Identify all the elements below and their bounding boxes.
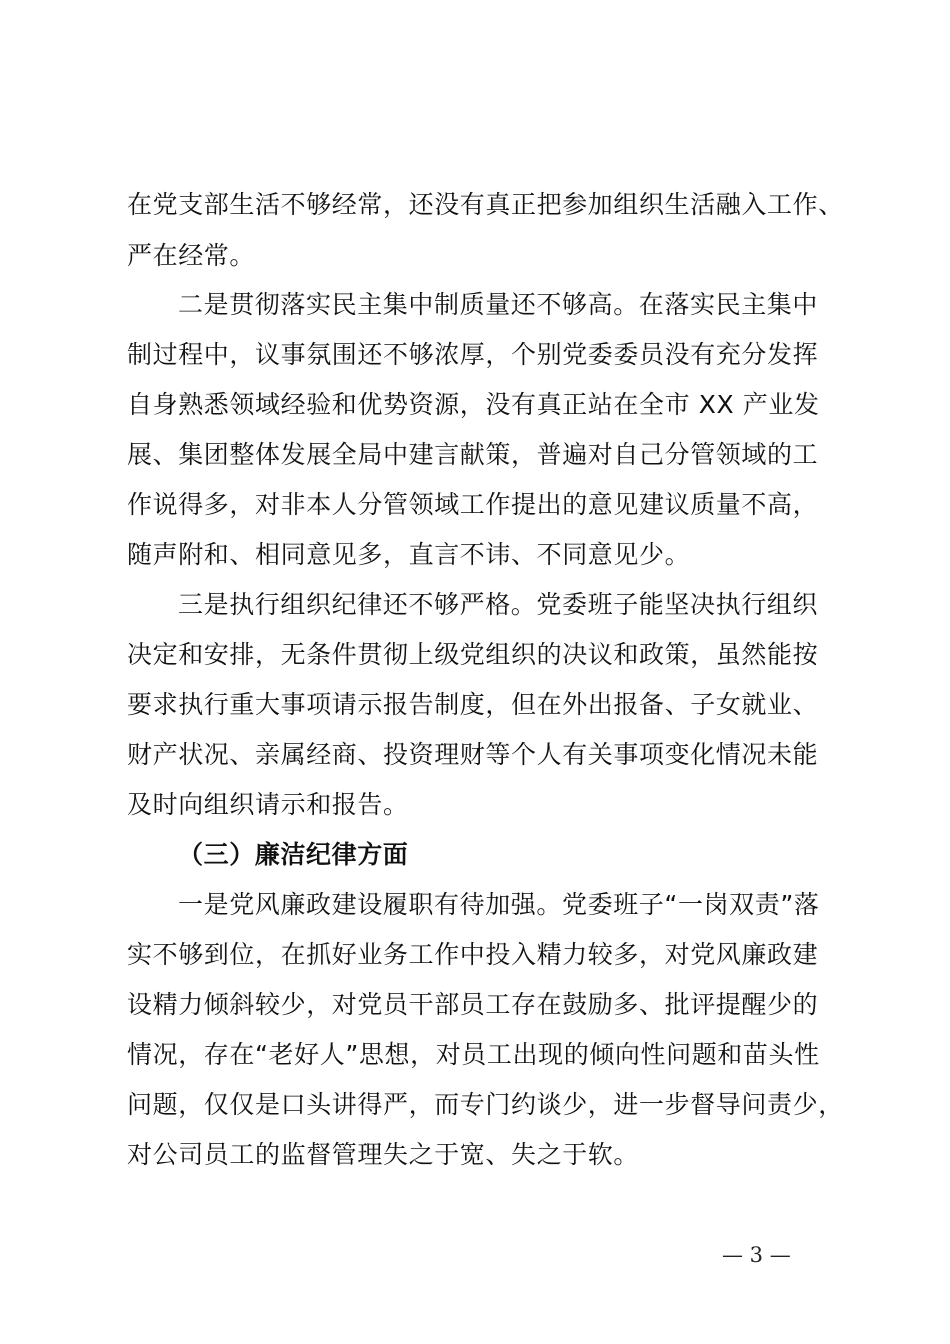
paragraph-line: 二是贯彻落实民主集中制质量还不够高。在落实民主集中 [178,290,819,319]
paragraph-line: 一是党风廉政建设履职有待加强。党委班子“一岗双责”落 [178,890,820,919]
paragraph-line: 财产状况、亲属经商、投资理财等个人有关事项变化情况未能 [127,740,819,769]
paragraph-line: 随声附和、相同意见多，直言不讳、不同意见少。 [127,540,691,569]
paragraph-line: 在党支部生活不够经常，还没有真正把参加组织生活融入工作、 [127,190,844,219]
paragraph-line: 三是执行组织纪律还不够严格。党委班子能坚决执行组织 [178,590,819,619]
paragraph-line: 问题，仅仅是口头讲得严，而专门约谈少，进一步督导问责少， [127,1090,844,1119]
paragraph-line: 严在经常。 [127,241,256,270]
paragraph-line: 及时向组织请示和报告。 [127,790,409,819]
paragraph-line: 决定和安排，无条件贯彻上级党组织的决议和政策，虽然能按 [127,640,819,669]
paragraph-line: 对公司员工的监督管理失之于宽、失之于软。 [127,1140,640,1169]
section-heading: （三）廉洁纪律方面 [178,840,409,869]
paragraph-line: 实不够到位，在抓好业务工作中投入精力较多，对党风廉政建 [127,940,819,969]
page-number: — 3 — [722,1243,791,1267]
paragraph-line: 展、集团整体发展全局中建言献策，普遍对自己分管领域的工 [127,440,819,469]
paragraph-line: 自身熟悉领域经验和优势资源，没有真正站在全市 XX 产业发 [127,390,820,419]
paragraph-line: 设精力倾斜较少，对党员干部员工存在鼓励多、批评提醒少的 [127,990,819,1019]
paragraph-line: 制过程中，议事氛围还不够浓厚，个别党委委员没有充分发挥 [127,340,819,369]
paragraph-line: 作说得多，对非本人分管领域工作提出的意见建议质量不高， [127,490,819,519]
paragraph-line: 情况，存在“老好人”思想，对员工出现的倾向性问题和苗头性 [127,1040,820,1069]
paragraph-line: 要求执行重大事项请示报告制度，但在外出报备、子女就业、 [127,690,819,719]
